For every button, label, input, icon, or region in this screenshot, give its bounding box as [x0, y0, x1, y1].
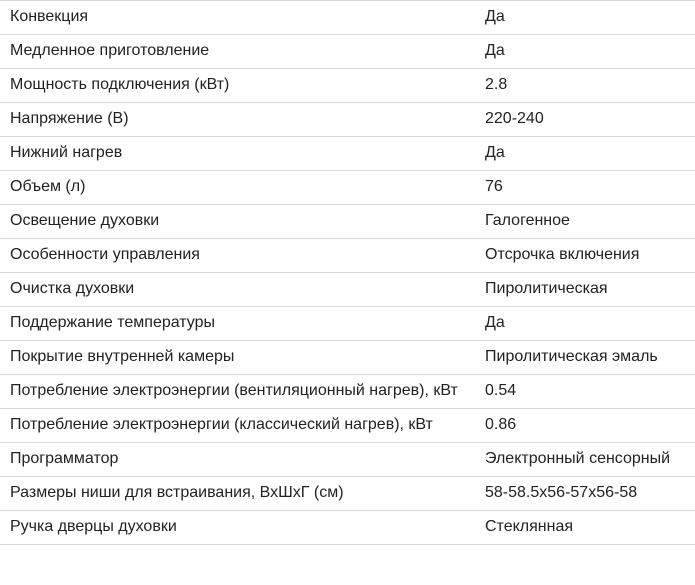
spec-row [0, 273, 695, 307]
spec-label: Программатор [10, 450, 119, 467]
spec-row [0, 375, 695, 409]
spec-label: Объем (л) [10, 178, 86, 195]
spec-row [0, 511, 695, 545]
spec-row [0, 307, 695, 341]
spec-label: Конвекция [10, 8, 89, 25]
spec-value: 58-58.5x56-57x56-58 [485, 484, 638, 501]
spec-label: Мощность подключения (кВт) [10, 76, 230, 93]
spec-label: Особенности управления [10, 246, 200, 263]
spec-value: 2.8 [485, 76, 508, 93]
spec-label: Напряжение (В) [10, 110, 129, 127]
spec-row [0, 69, 695, 103]
spec-label: Освещение духовки [10, 212, 160, 229]
spec-label: Потребление электроэнергии (вентиляционный нагрев), кВт [10, 382, 458, 399]
spec-row [0, 443, 695, 477]
spec-label: Медленное приготовление [10, 42, 210, 59]
spec-label: Ручка дверцы духовки [10, 518, 177, 535]
spec-row [0, 477, 695, 511]
spec-value: Пиролитическая [485, 280, 608, 297]
spec-value: 76 [485, 178, 503, 195]
spec-value: Электронный сенсорный [485, 450, 671, 467]
spec-value: 220-240 [485, 110, 544, 127]
spec-label: Покрытие внутренней камеры [10, 348, 235, 365]
spec-label: Нижний нагрев [10, 144, 123, 161]
spec-row [0, 137, 695, 171]
spec-row [0, 103, 695, 137]
spec-value: Пиролитическая эмаль [485, 348, 658, 365]
spec-value: Да [485, 42, 505, 59]
specifications-body [0, 1, 695, 545]
spec-label: Поддержание температуры [10, 314, 216, 331]
spec-label: Размеры ниши для встраивания, ВхШхГ (см) [10, 484, 344, 501]
spec-value: Да [485, 314, 505, 331]
spec-value: 0.86 [485, 416, 517, 433]
spec-label: Очистка духовки [10, 280, 135, 297]
spec-row [0, 1, 695, 35]
spec-row [0, 171, 695, 205]
spec-value: Да [485, 144, 505, 161]
spec-row [0, 35, 695, 69]
spec-value: Отсрочка включения [485, 246, 640, 263]
spec-value: Да [485, 8, 505, 25]
spec-row [0, 239, 695, 273]
spec-row [0, 341, 695, 375]
spec-row [0, 205, 695, 239]
spec-value: Стеклянная [485, 518, 574, 535]
spec-value: 0.54 [485, 382, 517, 399]
spec-label: Потребление электроэнергии (классический нагрев), кВт [10, 416, 433, 433]
spec-value: Галогенное [485, 212, 570, 229]
spec-row [0, 409, 695, 443]
